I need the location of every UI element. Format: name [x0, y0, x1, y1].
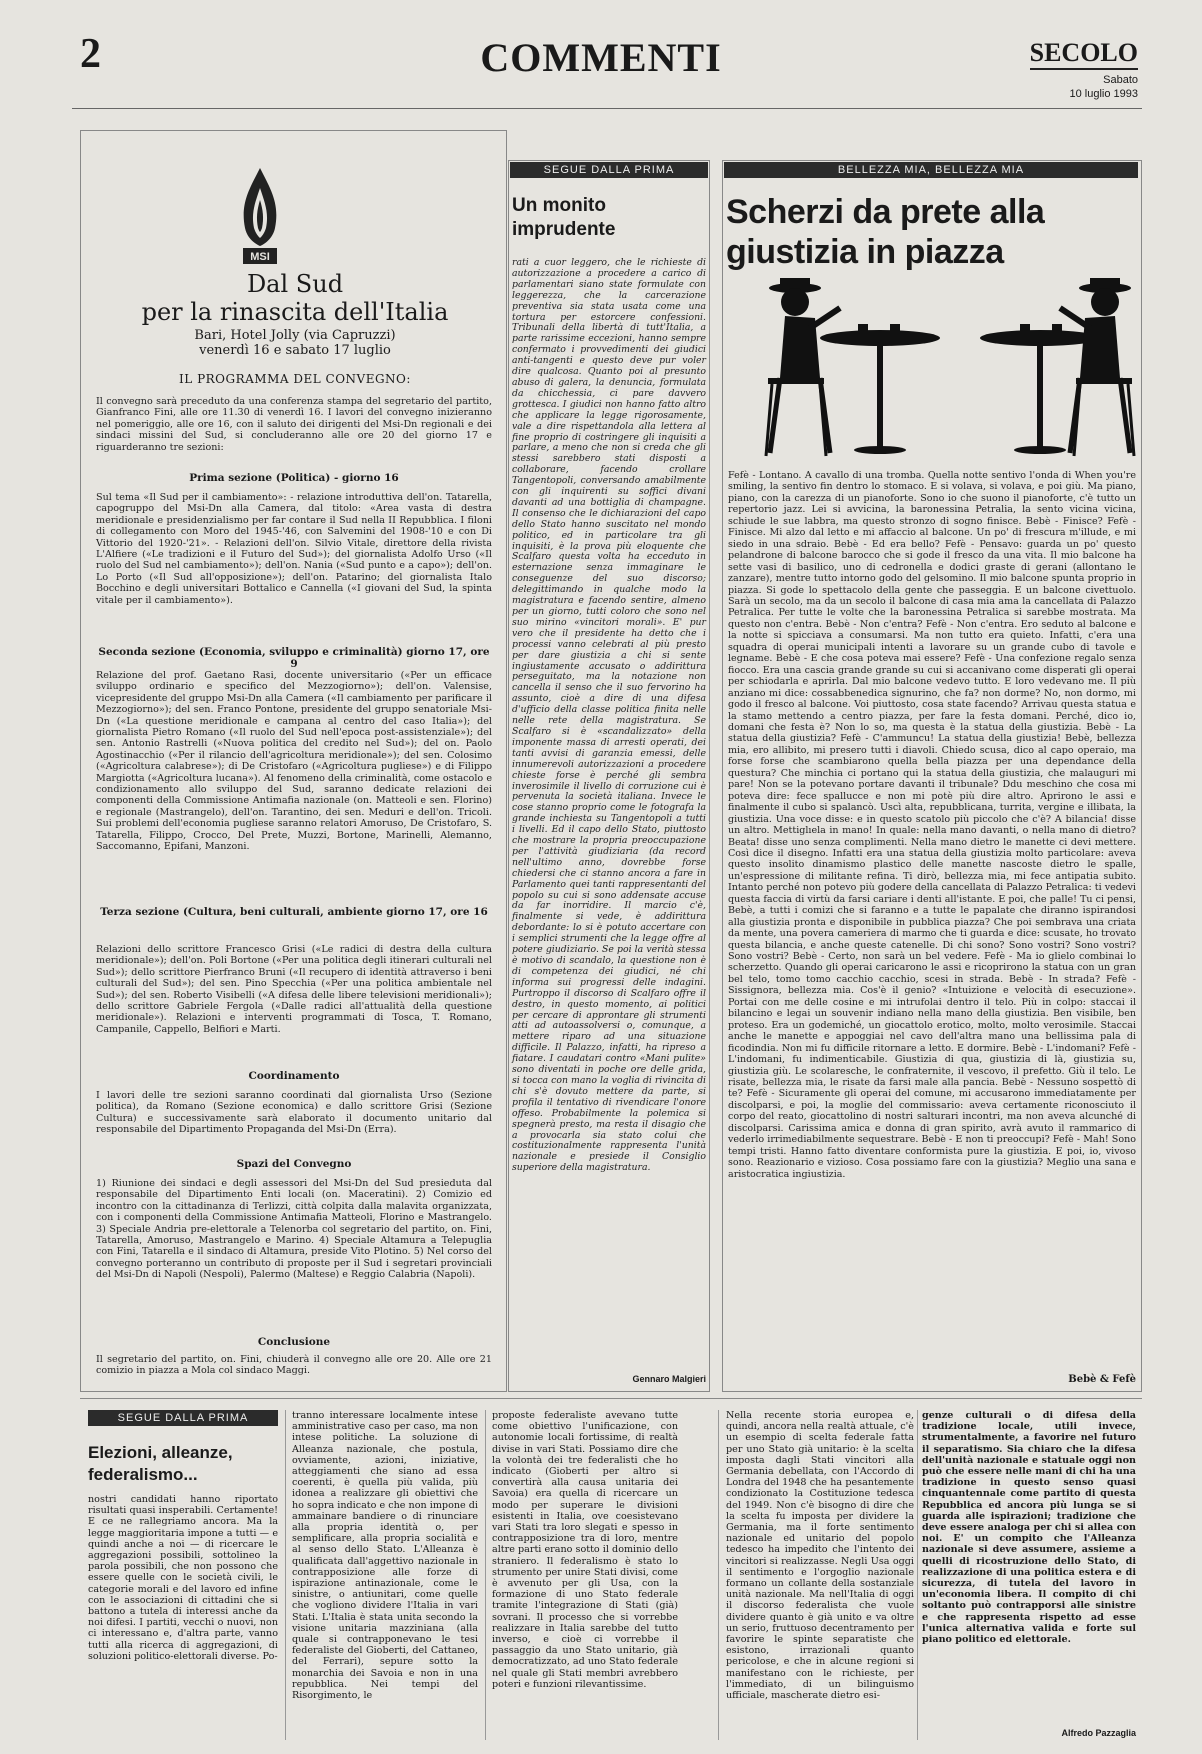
bellezza-signature: Bebè & Fefè [1068, 1374, 1136, 1385]
conclusione-text: Il segretario del partito, on. Fini, chiuderà il convegno alle ore 20. Alle ore 21 comizio in piazza a Mola col sindaco Maggi. [96, 1354, 492, 1377]
date-full: 10 luglio 1993 [1069, 88, 1138, 100]
column-divider [485, 1410, 486, 1740]
logo-text: MSI [250, 251, 270, 263]
elezioni-column-3: proposte federaliste avevano tutte come obiettivo l'unificazione, con autonomie locali fortissime, di realtà divise in vari Stati. Possiamo dire che la volontà dei tre federalisti che ho indicato (Gioberti per altro si convertirà alla causa unitaria dei Savoia) era quella di ricercare un modo per superare le divisioni esistenti in Italia, ove coesistevano vari Stati tra loro slegati e spesso in contrapposizione tra di loro, mentre altre parti erano sotto il dominio dello straniero. Il federalismo è stato lo strumento per unire Stati divisi, come è avvenuto per gli Usa, con la formazione di uno Stato federale tramite l'integrazione di Stati (già) sovrani. Il processo che si vorrebbe realizzare in Italia sarebbe del tutto inverso, e cioè ci vorrebbe il passaggio da uno Stato unitario, già democratizzato, ad uno Stato federale nel quale gli Stati membri avrebbero poteri e funzioni rilevantissime. [492, 1410, 678, 1690]
elezioni-signature: Alfredo Pazzaglia [1061, 1728, 1136, 1738]
convegno-venue: Bari, Hotel Jolly (via Capruzzi) [194, 328, 396, 343]
cafe-illustration-icon [740, 278, 1140, 458]
section1-text: Sul tema «Il Sud per il cambiamento»: - relazione introduttiva dell'on. Tatarella, capogruppo del Msi-Dn alla Camera, dal titolo: «Area vasta di destra meridionale e presidenzialismo per far contare il Sud nella II Repubblica. I filoni di collegamento con Moro del 1945-'46, con Salvemini del 1908-'10 e con Di Vittorio del 1920-'21». - Relazioni dell'on. Silvio Vitale, direttore della rivista L'Alfiere («Le tradizioni e il Futuro del Sud»); del giornalista Adolfo Urso («Il ruolo del Sud nel cambiamento»); dell'on. Nania («Sud punto e a capo»); dell'on. Lo Porto («Il Sud all'opposizione»); dell'on. Patarino; del giornalista Italo Bocchino e degli universitari Bottalico e Cannella («I giovani del Sud, la spinta vitale per il cambiamento»). [96, 492, 492, 606]
bellezza-headline: Scherzi da prete alla giustizia in piazza [726, 193, 1045, 271]
convegno-intro: Il convegno sarà preceduto da una conferenza stampa del segretario del partito, Gianfranco Fini, alle ore 11.30 di venerdì 16. I lavori del convegno inizieranno nel pomeriggio, alle ore 16, con il saluto dei dirigenti del Msi-Dn regionali e dei sindaci missini del Sud, si concluderanno alle ore 20 del giorno 17 e riguarderanno tre sezioni: [96, 396, 492, 453]
coordinamento-title: Coordinamento [248, 1070, 340, 1082]
monito-kicker: SEGUE DALLA PRIMA [510, 162, 708, 178]
conclusione-title: Conclusione [257, 1336, 331, 1348]
elezioni-column-2: tranno interessare localmente intese amministrative caso per caso, ma non intese politiche. La soluzione di Alleanza nazionale, che postula, ovviamente, azioni, iniziative, atteggiamenti che siano ad essa coerenti, è quella più valida, più idonea a realizzare gli obiettivi che ho sopra indicato e che non impone di ammainare bandiere o di rinunciare alla propria identità o, per semplificare, alla propria socialità e al senso dello Stato. L'Alleanza è qualificata dall'aggettivo nazionale in contrapposizione alle forze di ispirazione antinazionale, come le sinistre, o antiunitari, come quelle che vogliono dividere l'Italia in vari Stati. L'Italia è stata unita secondo la visione unitaria mazziniana (alla quale si contrapponevano le tesi federaliste del Gioberti, del Cattaneo, del Ferrari), sepure sotto la monarchia dei Savoia e non in una repubblica. Nei tempi del Risorgimento, le [292, 1410, 478, 1702]
page-number: 2 [80, 31, 101, 77]
elezioni-column-4: Nella recente storia europea e, quindi, ancora nella realtà attuale, c'è un esempio di scelta federale fatta per uno Stato già unitario: è la scelta imposta dagli Stati vincitori alla Germania debellata, con l'Accordo di Londra del 1948 che ha pesantemente condizionato la Costituzione tedesca del 1949. Non c'è bisogno di dire che la scelta fu imposta per dividere la Germania, ma il forte sentimento nazionale ed unitario del popolo tedesco ha impedito che l'intento dei vincitori si realizzasse. Negli Usa oggi il sentimento e l'orgoglio nazionale formano un collante della sostanziale unità nazionale. Ma nell'Italia di oggi il discorso federalista che vuole dividere quanto è già unito e va oltre un serio, fruttuoso decentramento per favorire le spinte separatiste che esistono, irrazionali quanto pericolose, e che in alcune regioni si manifestano con le richieste, per l'immediato, di un bilinguismo ufficiale, mascherate dietro esi- [726, 1410, 914, 1702]
elezioni-column-5: genze culturali o di difesa della tradizione locale, utili invece, strumentalmente, a favorire nel futuro il separatismo. Sia chiaro che la difesa dell'unità nazionale e statuale oggi non può che essere nelle mani di chi ha una tradizione in questo senso quasi cinquantennale come partito di questa Repubblica ed ancora più lunga se si guarda alle ispirazioni; tradizione che deve essere analoga per chi si allea con noi. E' un compito che l'Alleanza nazionale si deve assumere, assieme a quelli di ricostruzione dello Stato, di realizzazione di una politica estera e di sicurezza, di tutela del lavoro in un'economia libera. Il compito di chi soltanto può contrapporsi alle sinistre e che rappresenta rispetto ad esse l'unica alternativa valida e forte sul piano politico ed elettorale. [922, 1410, 1136, 1646]
monito-signature: Gennaro Malgieri [632, 1374, 706, 1384]
spazi-text: 1) Riunione dei sindaci e degli assessori del Msi-Dn del Sud presieduta dal responsabile del Dipartimento Enti locali (on. Maceratini). 2) Comizio ed incontro con la cittadinanza di Terlizzi, città colpita dalla malavita organizzata, con i componenti della Commissione Antimafia Matteoli, Florino e Mastrangelo. 3) Speciale Andria pre-elettorale a Telenorba col segretario del partito, on. Fini, Tatarella, Amoruso, Mastrangelo e Marino. 4) Speciale Altamura a Telepuglia con Fini, Tatarella e il sindaco di Altamura, preside Vito Plotino. 5) Nel corso del convegno porteranno un contributo di proposte per il Sud i segretari provinciali del Msi-Dn di Napoli (Nespoli), Palermo (Maltese) e Reggio Calabria (Napoli). [96, 1178, 492, 1281]
elezioni-column-1: nostri candidati hanno riportato risultati quasi insperabili. Certamente! E ce ne rallegriamo ancora. Ma la legge maggioritaria impone a tutti — e quindi anche a noi — di ricercare le aggregazioni possibili, sottolineo la parola possibili, che non possono che essere quelle con le società civili, le categorie morali e del lavoro ed infine con le associazioni di cittadini che si battono a tutela di interessi anche da noi difesi. I partiti, vecchi o nuovi, non ci interessano e, d'altra parte, vanno tutti alla ricerca di aggregazioni, di soluzioni politico-elettorali diverse. Po- [88, 1494, 278, 1662]
convegno-dates: venerdì 16 e sabato 17 luglio [199, 343, 391, 358]
spazi-title: Spazi del Convegno [236, 1158, 352, 1170]
bottom-section-rule [80, 1398, 1142, 1399]
section3-title: Terza sezione (Cultura, beni culturali, ambiente giorno 17, ore 16 [100, 906, 488, 918]
bellezza-body: Fefè - Lontano. A cavallo di una tromba. Quella notte sentivo l'onda di When you're smiling, la sentivo fin dentro lo stomaco. E si volava, si volava, e poi giù. Ma piano, piano, con la carezza di un pianoforte. Sono io che suono il pianoforte, c'è tutto un repertorio jazz. Lei si avvicina, la baronessina Petralia, la sento vicina vicina, schiude le sue labbra, ma questo stronzo di sogno finisce. Bebè - Finisce? Fefè - Finisce. Mi alzo dal letto e mi affaccio al balcone. Un po' di frescura m'illude, e mi siedo in una sdraio. Bebè - Ed era bello? Fefè - Pensavo: guarda un po' questo pelandrone di balcone barocco che si gode il fresco da una vita. Il mio balcone ha sette vasi di basilico, uno di cedronella e dodici graste di gerani (allontano le zanzare), mentre tutto intorno godo del gelsomino. Il mio balcone spunta proprio in piazza. Si gode lo spettacolo della gente che passeggia. E un balcone civettuolo. Sarà un secolo, ma da un secolo il balcone di casa mia ama la cancellata di Palazzo Petralica. Per tutte le volte che la baronessina Petralica si sarebbe mostrata. Ma questo non c'entra. Bebè - Non c'entra? Fefè - Non c'entra. Ero seduto al balcone e la notte si spicciava a consumarsi. Ma non tutto era quieto. Infatti, c'era una squadra di operai municipali intenti a lavorare su un grande cubo di tavole e legname. Bebè - E che cosa poteva mai essere? Fefè - Una confezione regalo senza fiocco. Era una cascia grande grande su cui si accanivano come disperati gli operai per schiodarla e aprirla. Dal mio balcone vedevo tutto. E loro vedevano me. Il più anziano mi dice: cossabbenedica signurino, che fa? non dorme? No, non dormo, mi godo il fresco al balcone. Voi piuttosto, cosa state facendo? Arrivau questa statua e la stamo mettendo a centro piazza, per fare la festa domani. Perché, dico io, domani che festa è? Non lo so, ma questa è la statua della giustizia. Bebè - La statua della giustizia? Fefè - C'ammuncu! La statua della giustizia! Bebè, bellezza mia, ero allibito, mi presero tutti i diavoli. Chiedo scusa, dico al capo operaio, ma forse forse che scambiarono quella bella piazza per una dependance della questura? Che minchia ci portano qui la statua della giustizia, che malauguri mi pare! Non se la potevano portare davanti il tribunale? Ddu meschino che cosa mi poteva dire: fece spallucce e non mi potè più dire altro. Aprirono le assi e finalmente il cubo si spalancò. Uscì alta, repubblicana, turrita, vergine e illibata, la giustizia. Una voce disse: e in questo scatolo più piccolo che c'è? A bilancia! disse un altro. Mettiglıela in mano! In quale: nella mano davanti, o nella mano di dietro? Beata! disse uno senza complimenti. Nella mano dietro le manette ci devi mettere. Così dice il disegno. Infatti era una statua della giustizia molto particolare: aveva questo insolito dinamismo plastico delle manette nascoste dietro le spalle, un'espressione di militante refina. Ti dirò, bellezza mia, mi fece antipatia subito. Intanto perché non potevo più godere della cancellata di Palazzo Petralica: ti vedevi questa faccia di virtù da farsi cariare i denti all'istante. E poi, che palle! Tu ci pensi, Bebè, a tutti i comizi che si faranno e a tutte le papalate che diranno ispirandosi alla giustizia pronta e disponibile in pubblica piazza? Che poi sembrava una criata da mente, una povera cameriera di marmo che ti guarda e dice: scusate, ho trovato questa bilancia, e anche queste catenelle. Di chi sono? Sono vostri? Sono vostri? Sono vostri? Bebè - Certo, non sarà un bel vedere. Fefè - Ma io glielo combinai lo scherzetto. Quando gli operai caricarono le assi e ricoprirono la statua con un gran bel telo, tomo tomo cacchio cacchio, scesi in strada. Bebè - In strada? Fefè - Sissignora, bellezza mia. Cos'è il genio? «Intuizione e velocità di esecuzione». Portai con me delle cosine e mi intrufolai dentro il telo. Più in colpo: staccai il bilancino e legai un souvenir indiano nella mano della giustizia. Ben visibile, ben proteso. Era un godemiché, un giocattolo erotico, molto, molto verosimile. Staccai anche le manette e appoggiai nel cavo dell'altra mano una bellissima pala di ficodindia. Non mi fu difficile ritornare a letto. E dormire. Bebè - L'indomani? Fefè - L'indomani, fu indimenticabile. Giustizia di qua, giustizia di là, giustizia su, giustizia giù. Le scolaresche, le confraternite, il vescovo, il prefetto. Giù il telo. Le risate, bellezza mia, le risate da farsi male alla pancia. Bebè - Nessuno sospettò di te? Fefè - Sicuramente gli operai del comune, mi accusarono immediatamente per discolparsi, e poi, la moglie del commissario: aveva certamente riconosciuto il corpo del reato, giocattolino di nostri salturari incontri, ma non aveva alcunché di discolparsi. Carissima amica e donna di gran spirito, avrà avuto il rammarico di vederlo irrimediabilmente sequestrare. Bebè - E non ti preoccupi? Fefè - Mah! Sono tempi tristi. Hanno fatto diventare conformista pure la giustizia. E poi, io, vivoso sono. Reazionario e vizioso. Cosa possiamo fare con la giustizia? Meglio una sana e aristocratica ingiustizia. [728, 470, 1136, 1180]
coordinamento-text: I lavori delle tre sezioni saranno coordinati dal giornalista Urso (Sezione politica), da Romano (Sezione economica) e dallo scrittore Grisi (Sezione Cultura) e successivamente sarà elaborato il documento unitario dal responsabile del Dipartimento Propaganda del Msi-Dn (Erra). [96, 1090, 492, 1136]
program-heading: IL PROGRAMMA DEL CONVEGNO: [179, 372, 411, 386]
newspaper-masthead: SECOLO [1030, 38, 1138, 70]
section1-title: Prima sezione (Politica) - giorno 16 [189, 472, 399, 484]
column-divider [917, 1410, 918, 1740]
elezioni-kicker: SEGUE DALLA PRIMA [88, 1410, 278, 1426]
monito-body: rati a cuor leggero, che le richieste di autorizzazione a procedere a carico di parlamentari siano state formulate con leggerezza, che la carcerazione preventiva sia stata usata come una tortura per estorcere confessioni. Tribunali della libertà di tutt'Italia, a parte rarissime eccezioni, hanno sempre confermato i provvedimenti dei giudici anti-tangenti e questo deve pur voler dire qualcosa. Quanto poi al presunto abuso di galera, la denuncia, formulata da chicchessia, ci pare davvero grottesca. I giudici non hanno fatto altro che applicare la legge rigorosamente, vale a dire rispettandola alla lettera al fine proprio di costringere gli inquisiti a parlare, a meno che non si creda che gli stessi sarebbero stati disposti a collaborare, facendo crollare Tangentopoli, conversando amabilmente con gli inquirenti su soffici divani davanti ad una bottiglia di champagne. Il consenso che le dichiarazioni del capo dello Stato hanno suscitato nel mondo politico, ed in particolare tra gli inquisiti, è la prova più eloquente che Scalfaro questa volta ha ecceduto in esternazione senza immaginare le conseguenze del suo discorso; delegittimando in qualche modo la magistratura e facendo sentire, almeno per un giorno, tutti coloro che sono nel suo mirino «vincitori morali». E' pur vero che il presidente ha detto che i processi vanno celebrati al più presto per dare giustizia a chi si sente ingiustamente accusato o addirittura perseguitato, ma la notazione non cancella il senso che il suo fervorino ha assunto, cioè a dire di una difesa d'ufficio della classe politica finita nelle nelle rete della magistratura. Se Scalfaro si è «scandalizzato» della imponente massa di arresti operati, dei tanti avvisi di garanzia emessi, delle innumerevoli autorizzazioni a procedere chieste forse è perché gli sembra inverosimile il livello di corruzione cui è pervenuta la società italiana. Invece le cose stanno proprio come le fotografa la grande inchiesta su Tangentopoli a tutti i livelli. Ed il capo dello Stato, piuttosto che mostrare la propria preoccupazione per l'attività giudiziaria (da record nell'ultimo anno, dovrebbe forse chiedersi che ci stanno ancora a fare in Parlamento quei tanti rappresentanti del popolo su cui si sono addensate accuse da far inorridire. Il marcio c'è, finalmente si vede, è addirittura debordante: lo si è potuto accertare con i semplici strumenti che la legge offre al potere giudiziario. Se poi la verità stessa è motivo di scandalo, la questione non è di competenza dei giudici, né chi informa sui progressi delle indagini. Purtroppo il discorso di Scalfaro offre il destro, in questo momento, ai politici per cercare di approntare gli strumenti atti ad autoassolversi o, comunque, a mettere riparo ad una situazione difficile. Il Palazzo, infatti, ha ripreso a fiatare. I caudatari contro «Mani pulite» sono diventati in poche ore delle grida, si tocca con mano la voglia di rivincita di chi s'è dovuto mettere da parte, si profila il tentativo di rivendicare l'onore offeso. Probabilmente la polemica si spegnerà presto, ma resta il disagio che a provocarla sia stato colui che costituzionalmente rappresenta l'unità nazionale e presiede il Consiglio superiore della magistratura. [512, 257, 706, 1174]
column-divider [285, 1410, 286, 1740]
bellezza-kicker: BELLEZZA MIA, BELLEZZA MIA [724, 162, 1138, 178]
convegno-title-line1: Dal Sud [246, 270, 344, 298]
section-title: COMMENTI [480, 35, 722, 80]
elezioni-headline: Elezioni, alleanze, federalismo... [88, 1443, 233, 1484]
msi-flame-logo-icon [225, 158, 295, 288]
date-day: Sabato [1103, 74, 1138, 86]
monito-headline: Un monito imprudente [512, 195, 616, 240]
column-divider [718, 1410, 719, 1740]
section2-text: Relazione del prof. Gaetano Rasi, docente universitario («Per un efficace sviluppo ordinario e specifico del Mezzogiorno»); dell'on. Valensise, vicepresidente del gruppo Msi-Dn alla Camera («Il cambiamento per parificare il Mezzogiorno»); del sen. Franco Pontone, presidente del gruppo senatoriale Msi-Dn («La questione meridionale e campana al centro del caso Italia»); del giornalista Pietro Romano («Il ruolo del Sud nell'epoca post-assistenziale»); del sen. Antonio Rastrelli («Nuova politica del credito nel Sud»); del on. Paolo Agostinacchio («Per il rilancio dell'agricoltura meridionale»); del sen. Colosimo («Agricoltura calabrese»); di De Cristofaro («Agricoltura pugliese») e di Filippo Margiotta («Agricoltura lucana»). Al fenomeno della criminalità, come ostacolo e condizionamento allo sviluppo del Sud, saranno dedicate relazioni dei componenti della Commissione Antimafia nazionale (on. Matteoli e sen. Florino) e regionale (Mastrangelo), dell'on. Tarantino, dei sen. Meduri e dell'on. Tricoli. Sui problemi dell'economia pugliese saranno relatori Amoruso, De Cristofaro, S. Tatarella, Filippo, Crocco, Del Prete, Muzzi, Bortone, Marinelli, Alemanno, Saccomanno, Epifani, Manzoni. [96, 670, 492, 853]
header-rule [72, 108, 1142, 109]
section2-title: Seconda sezione (Economia, sviluppo e criminalità) giorno 17, ore 9 [98, 646, 490, 670]
convegno-title-line2: per la rinascita dell'Italia [141, 298, 449, 326]
section3-text: Relazioni dello scrittore Francesco Grisi («Le radici di destra della cultura meridionale»); dell'on. Poli Bortone («Per una politica degli itinerari culturali nel Sud»); dello scrittore Pierfranco Bruni («Il recupero di identità attraverso i beni culturali del Sud»); del sen. Pino Specchia («Per una politica ambientale nel Sud»); del sen. Roberto Visibelli («A difesa delle libere televisioni meridionali»); dello scrittore Gabriele Fergola («Dalle radici all'attualità della questione meridionale»). Relazioni e interventi programmati di Tosca, T. Romano, Campanile, Cappello, Belfiori e Marti. [96, 944, 492, 1035]
